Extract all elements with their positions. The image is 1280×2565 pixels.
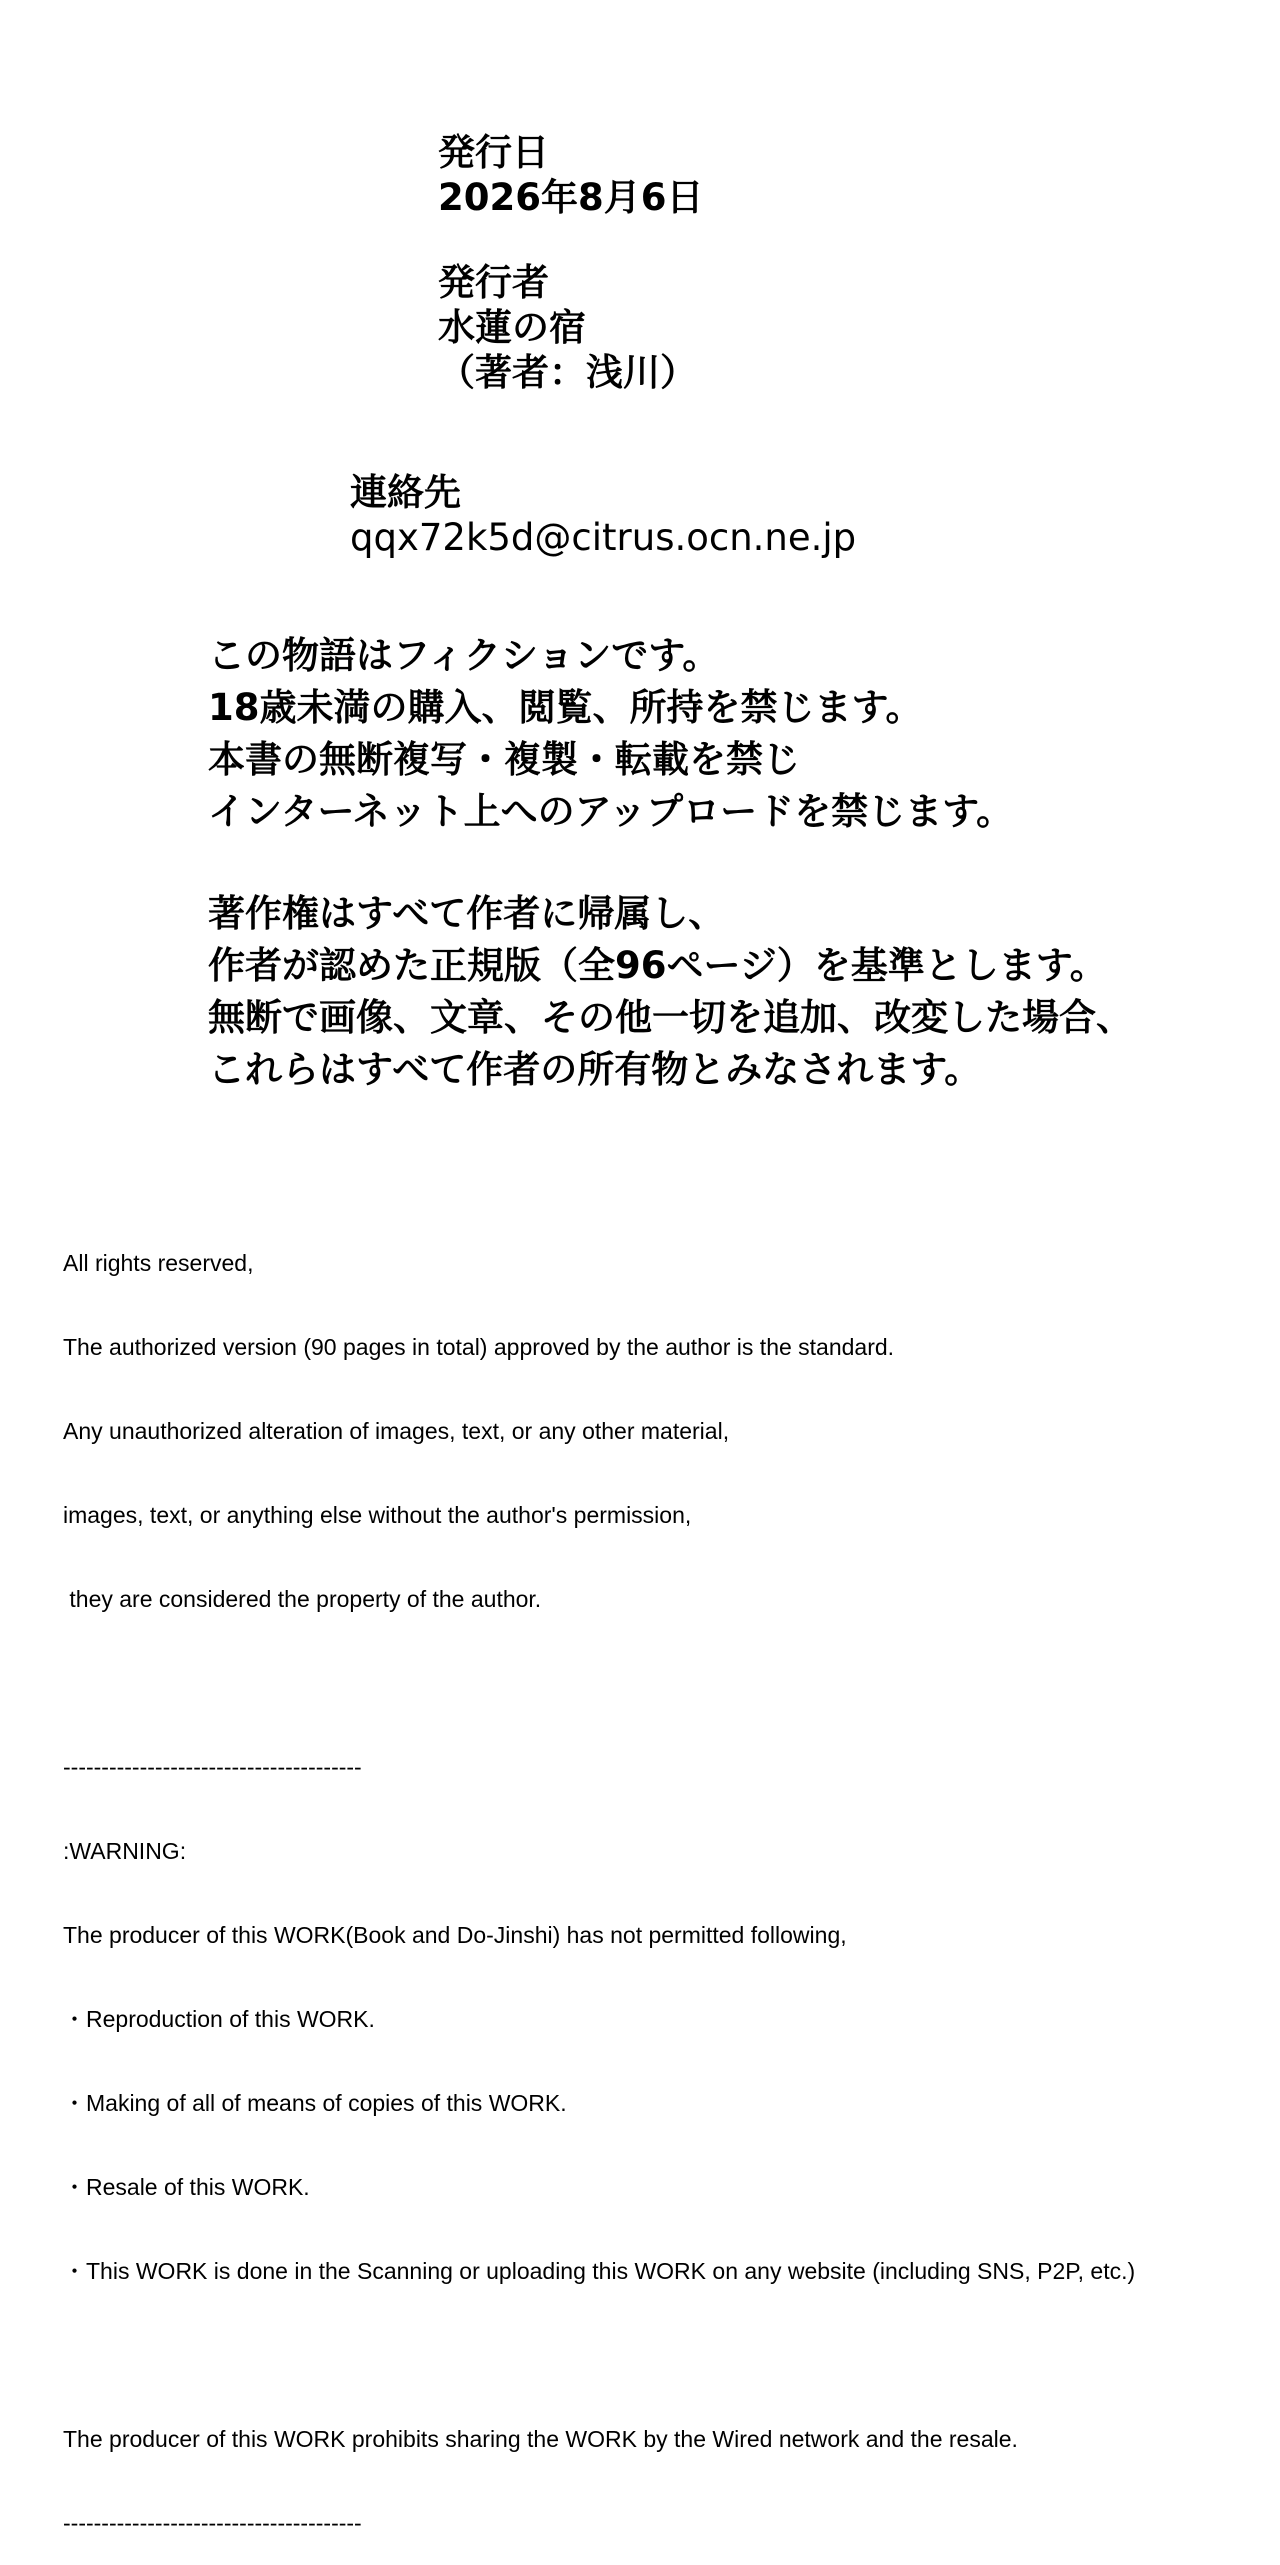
publication-date-label: 発行日 <box>438 131 549 174</box>
divider-top: --------------------------------------- <box>63 1754 362 1780</box>
copyright-line: 作者が認めた正規版（全96ページ）を基準とします。 <box>208 944 1107 987</box>
warning-closing: The producer of this WORK prohibits sharing the WORK by the Wired network and the resale. <box>63 2426 1018 2452</box>
divider-bottom: --------------------------------------- <box>63 2510 362 2536</box>
publisher-name: 水蓮の宿 <box>438 306 586 349</box>
copyright-notice-jp <box>208 888 1133 1096</box>
publication-date-value: 2026年8月6日 <box>438 176 704 219</box>
rights-line: images, text, or anything else without the author's permission, <box>63 1502 692 1528</box>
english-notice <box>63 1193 1135 2565</box>
copyright-line: 無断で画像、文章、その他一切を追加、改変した場合、 <box>208 996 1133 1039</box>
fiction-notice <box>208 630 1013 838</box>
warning-intro: The producer of this WORK(Book and Do-Jinshi) has not permitted following, <box>63 1922 847 1948</box>
copyright-line: これらはすべて作者の所有物とみなされます。 <box>208 1048 982 1091</box>
warning-title: :WARNING: <box>63 1838 187 1864</box>
copyright-line: 著作権はすべて作者に帰属し、 <box>208 892 726 935</box>
publisher-label: 発行者 <box>438 261 549 304</box>
spacer <box>63 1669 1135 1697</box>
notice-line: この物語はフィクションです。 <box>208 634 720 677</box>
spacer <box>63 2341 1135 2369</box>
spacer <box>438 220 703 260</box>
warning-item: ・Reproduction of this WORK. <box>63 2006 375 2032</box>
author-note: （著者：浅川） <box>438 351 697 394</box>
rights-line: Any unauthorized alteration of images, text, or any other material, <box>63 1418 730 1444</box>
notice-line: 本書の無断複写・複製・転載を禁じ <box>208 738 800 781</box>
contact-label: 連絡先 <box>350 471 461 514</box>
rights-line: All rights reserved, <box>63 1250 254 1276</box>
warning-item: ・Resale of this WORK. <box>63 2174 310 2200</box>
publication-info <box>438 130 703 395</box>
notice-line: 18歳未満の購入、閲覧、所持を禁じます。 <box>208 686 923 729</box>
warning-item: ・Making of all of means of copies of this WORK. <box>63 2090 567 2116</box>
contact-email[interactable]: qqx72k5d@citrus.ocn.ne.jp <box>350 516 857 559</box>
contact-info <box>350 470 856 560</box>
warning-item: ・This WORK is done in the Scanning or uploading this WORK on any website (including SNS, P2P, etc.) <box>63 2258 1136 2284</box>
notice-line: インターネット上へのアップロードを禁じます。 <box>208 790 1014 833</box>
rights-line: The authorized version (90 pages in total) approved by the author is the standard. <box>63 1334 895 1360</box>
rights-line: they are considered the property of the author. <box>63 1586 542 1612</box>
